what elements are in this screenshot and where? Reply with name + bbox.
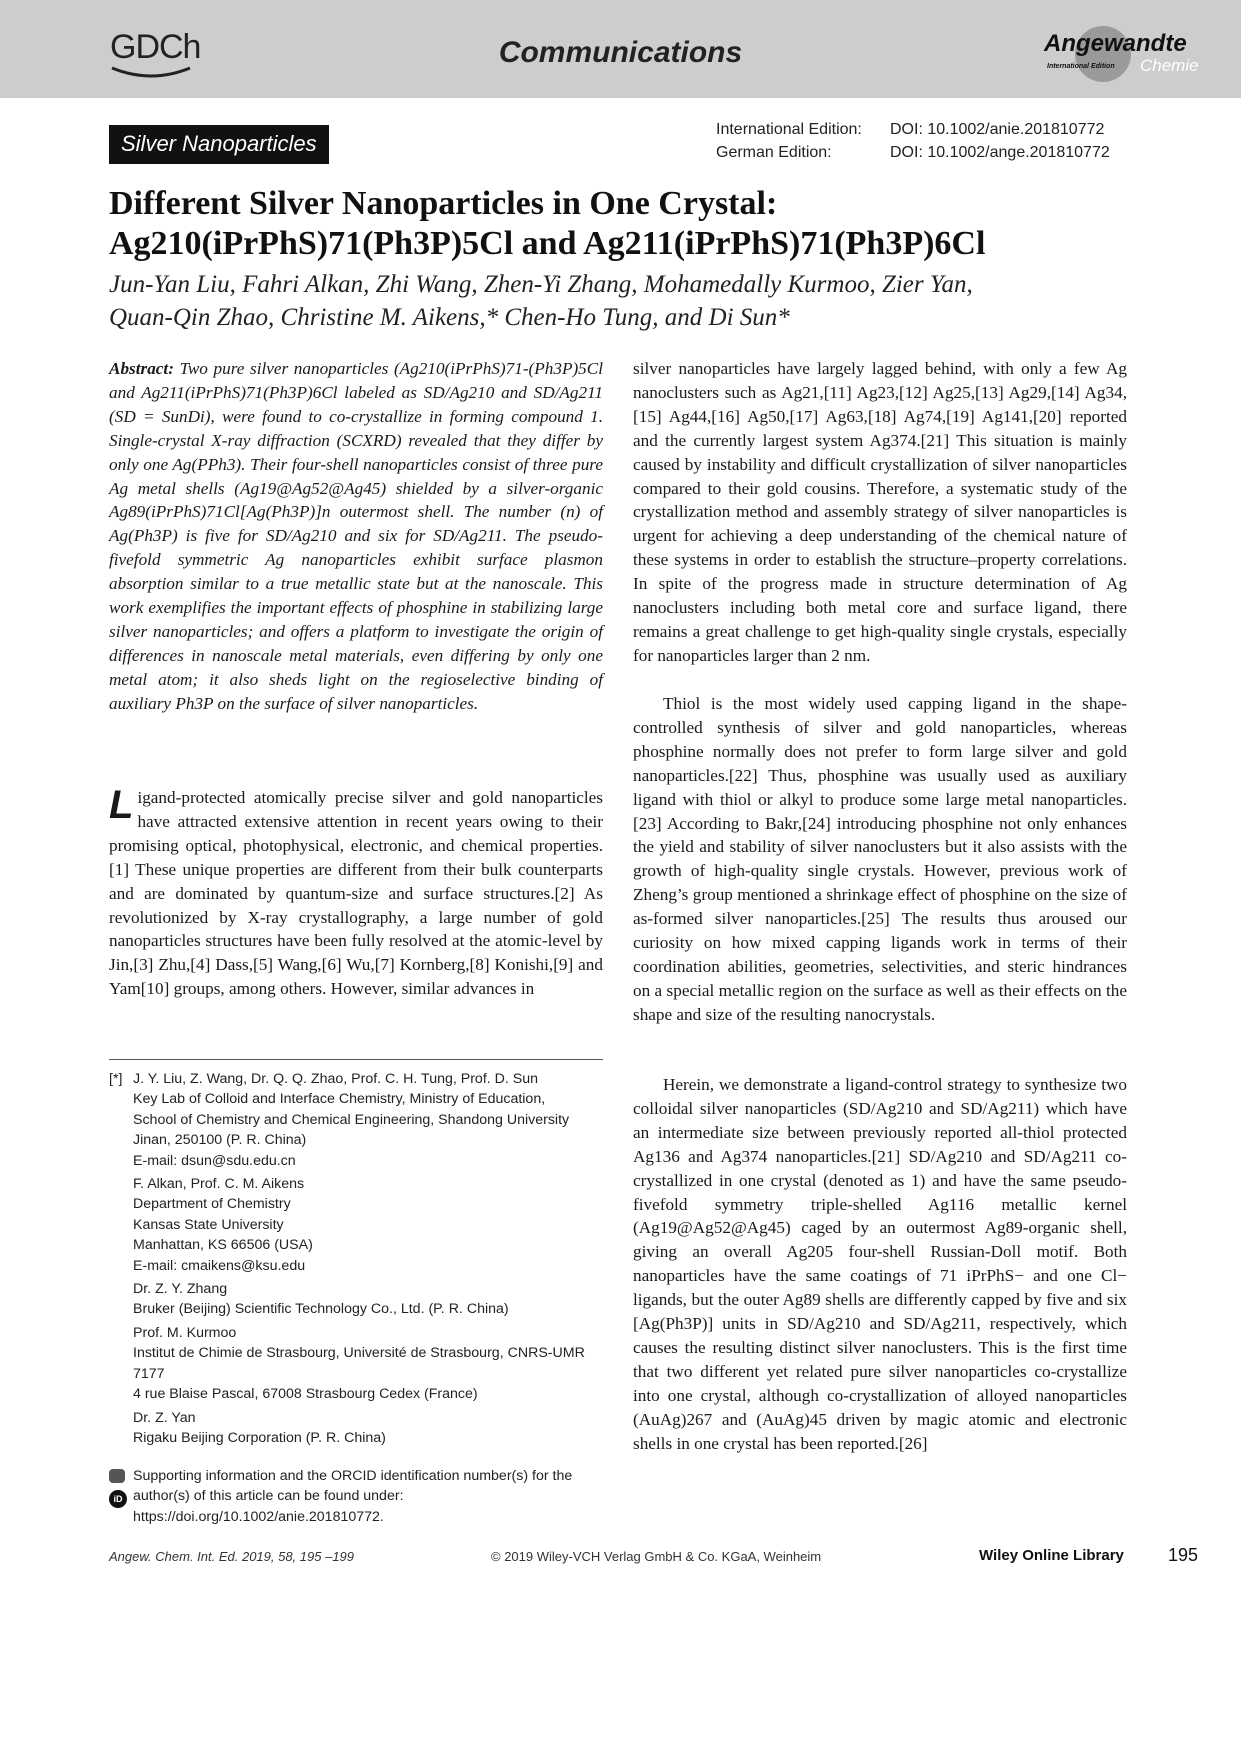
article-type-badge: Silver Nanoparticles (109, 125, 329, 164)
authors-line-1: Jun-Yan Liu, Fahri Alkan, Zhi Wang, Zhen-Yi Zhang, Mohamedally Kurmoo, Zier Yan, (109, 271, 973, 298)
journal-logo-subtitle: Chemie (1140, 56, 1199, 75)
affiliation-marker: [*] (109, 1071, 123, 1087)
journal-header (0, 0, 1241, 98)
gdch-logo: GDCh (110, 28, 201, 66)
intro-paragraph (109, 783, 603, 1001)
authors-line-2: Quan-Qin Zhao, Christine M. Aikens,* Chen-Ho Tung, and Di Sun* (109, 304, 790, 331)
abstract (109, 357, 603, 716)
affiliation-block: Dr. Z. Yan Rigaku Beijing Corporation (P. R. China) (133, 1409, 386, 1446)
intro-text: igand-protected atomically precise silver and gold nanoparticles have attracted extensive attention in recent years owing to their promising optical, photophysical, electronic, and chemical properties.[1] These unique properties are different from their bulk counterparts and are dominated by quantum-size and surface structures.[2] As revolutionized by X-ray crystallography, a large number of gold nanoparticles structures have been fully resolved at the atomic-level by Jin,[3] Zhu,[4] Dass,[5] Wang,[6] Wu,[7] Kornberg,[8] Konishi,[9] and Yam[10] groups, among others. However, similar advances in (109, 788, 603, 999)
orcid-icon: iD (109, 1490, 127, 1508)
journal-logo-title: Angewandte (1044, 30, 1187, 57)
supporting-info-icon (109, 1469, 125, 1483)
doi-label: German Edition: (716, 144, 832, 161)
footer-copyright: © 2019 Wiley-VCH Verlag GmbH & Co. KGaA, Weinheim (491, 1549, 822, 1564)
affiliations (109, 1069, 609, 1451)
supporting-info-text[interactable]: Supporting information and the ORCID identification number(s) for the author(s) of this article can be found under: https://doi.org/10.1002/anie.201810772. (133, 1468, 573, 1525)
doi-link[interactable]: DOI: 10.1002/anie.201810772 (890, 121, 1105, 138)
journal-logo-edition: International Edition (1047, 63, 1115, 70)
drop-cap: L (109, 783, 134, 827)
wiley-online-library-link[interactable]: Wiley Online Library (979, 1547, 1124, 1564)
title-line-1: Different Silver Nanoparticles in One Crystal: (109, 185, 778, 222)
footer-citation: Angew. Chem. Int. Ed. 2019, 58, 195 –199 (109, 1549, 355, 1564)
affiliation-block: Prof. M. Kurmoo Institut de Chimie de Strasbourg, Université de Strasbourg, CNRS-UMR 7177 4 rue Blaise Pascal, 67008 Strasbourg Cedex (France) (133, 1324, 585, 1403)
affiliation-block: Dr. Z. Y. Zhang Bruker (Beijing) Scientific Technology Co., Ltd. (P. R. China) (133, 1281, 509, 1318)
section-title: Communications (498, 36, 743, 69)
abstract-text: Two pure silver nanoparticles (Ag210(iPrPhS)71-(Ph3P)5Cl and Ag211(iPrPhS)71(Ph3P)6Cl labeled as SD/Ag210 and SD/Ag211 (SD = SunDi), were found to co-crystallize in forming compound 1. Single-crystal X-ray diffraction (SCXRD) revealed that they differ by only one Ag(PPh3). Their four-shell nanoparticles consist of three pure Ag metal shells (Ag19@Ag52@Ag45) shielded by a silver-organic Ag89(iPrPhS)71Cl[Ag(Ph3P)]n outermost shell. The number (n) of Ag(Ph3P) is five for SD/Ag210 and six for SD/Ag211. The pseudo-fivefold symmetric Ag nanoparticles exhibit surface plasmon absorption similar to a true metallic state but at the nanoscale. This work exemplifies the important effects of phosphine in stabilizing large silver nanoparticles; and offers a platform to investigate the origin of differences in nanoscale metal materials, even differing by only one metal atom; it also sheds light on the regioselective binding of auxiliary Ph3P on the surface of silver nanoparticles. (109, 359, 604, 713)
body-paragraph-3: Herein, we demonstrate a ligand-control strategy to synthesize two colloidal silver nanoparticles (SD/Ag210 and SD/Ag211) which have an intermediate size between previously reported all-thiol protected Ag136 and Ag374 nanoparticles.[21] SD/Ag210 and SD/Ag211 co-crystallized in one crystal (denoted as 1) and have the same pseudo-fivefold symmetry triple-shelled Ag116 metallic kernel (Ag19@Ag52@Ag45) caged by an outermost Ag89-organic shell, giving an overall Ag205 four-shell Russian-Doll motif. Both nanoparticles have the same coatings of 71 iPrPhS− and one Cl− ligands, but the outer Ag89 shells are differently capped by five and six [Ag(Ph3P)] units in SD/Ag210 and SD/Ag211, respectively, which causes the resulting distinct silver nanoclusters. This is the first time that two different yet related pure silver nanoparticles co-crystallize into one crystal, although co-crystallization of alloyed nanoparticles (AuAg)267 and (AuAg)45 driven by magic atomic and electronic shells in one crystal has been reported.[26] (633, 1075, 1127, 1453)
doi-label: International Edition: (716, 121, 862, 138)
doi-link[interactable]: DOI: 10.1002/ange.201810772 (890, 144, 1110, 161)
article-title (109, 184, 1159, 264)
doi-german (716, 144, 1110, 162)
supporting-info (109, 1466, 609, 1527)
doi-international (716, 121, 1104, 139)
affiliation-block: F. Alkan, Prof. C. M. Aikens Department of Chemistry Kansas State University Manhattan, KS 66506 (USA) E-mail: cmaikens@ksu.edu (133, 1176, 313, 1274)
footnote-divider (109, 1059, 603, 1060)
affiliation-block: J. Y. Liu, Z. Wang, Dr. Q. Q. Zhao, Prof. C. H. Tung, Prof. D. Sun Key Lab of Colloid and Interface Chemistry, Ministry of Education, School of Chemistry and Chemical Engineering, Shandong University Jinan, 250100 (P. R. China) E-mail: dsun@sdu.edu.cn (133, 1071, 570, 1169)
body-paragraph-1: silver nanoparticles have largely lagged behind, with only a few Ag nanoclusters such as Ag21,[11] Ag23,[12] Ag25,[13] Ag29,[14] Ag34,[15] Ag44,[16] Ag50,[17] Ag63,[18] Ag74,[19] Ag141,[20] reported and the currently largest system Ag374.[21] This situation is mainly caused by instability and difficult crystallization of silver nanoparticles compared to their gold cousins. Therefore, a systematic study of the crystallization method and assembly strategy of silver nanoparticles is urgent for achieving a deep understanding of the chemical nature of these systems in order to establish the structure–property correlations. In spite of the progress made in structure determination of Ag nanoclusters including both metal core and surface ligand, there remains a great challenge to get high-quality single crystals, especially for nanoparticles larger than 2 nm. (633, 359, 1127, 665)
title-line-2: Ag210(iPrPhS)71(Ph3P)5Cl and Ag211(iPrPhS)71(Ph3P)6Cl (109, 225, 986, 262)
author-list (109, 268, 1139, 334)
body-paragraph-2: Thiol is the most widely used capping ligand in the shape-controlled synthesis of silver and gold nanoparticles, whereas phosphine normally does not prefer to form large silver and gold nanoparticles.[22] Thus, phosphine was usually used as auxiliary ligand with thiol or alkyl to produce some large metal nanoparticles.[23] According to Bakr,[24] introducing phosphine not only enhances the yield and stability of silver nanoclusters but it also assists with the growth of high-quality single crystals. However, previous work of Zheng’s group mentioned a shrinkage effect of phosphine on the size of as-formed silver nanoparticles.[25] The results thus aroused our curiosity on how mixed capping ligands work in terms of their coordination abilities, geometries, selectivities, and steric hindrances on a special metallic region on the surface as well as their effects on the shape and size of the resulting nanocrystals. (633, 694, 1127, 1024)
abstract-label: Abstract: (109, 359, 174, 378)
page-number: 195 (1168, 1545, 1199, 1565)
